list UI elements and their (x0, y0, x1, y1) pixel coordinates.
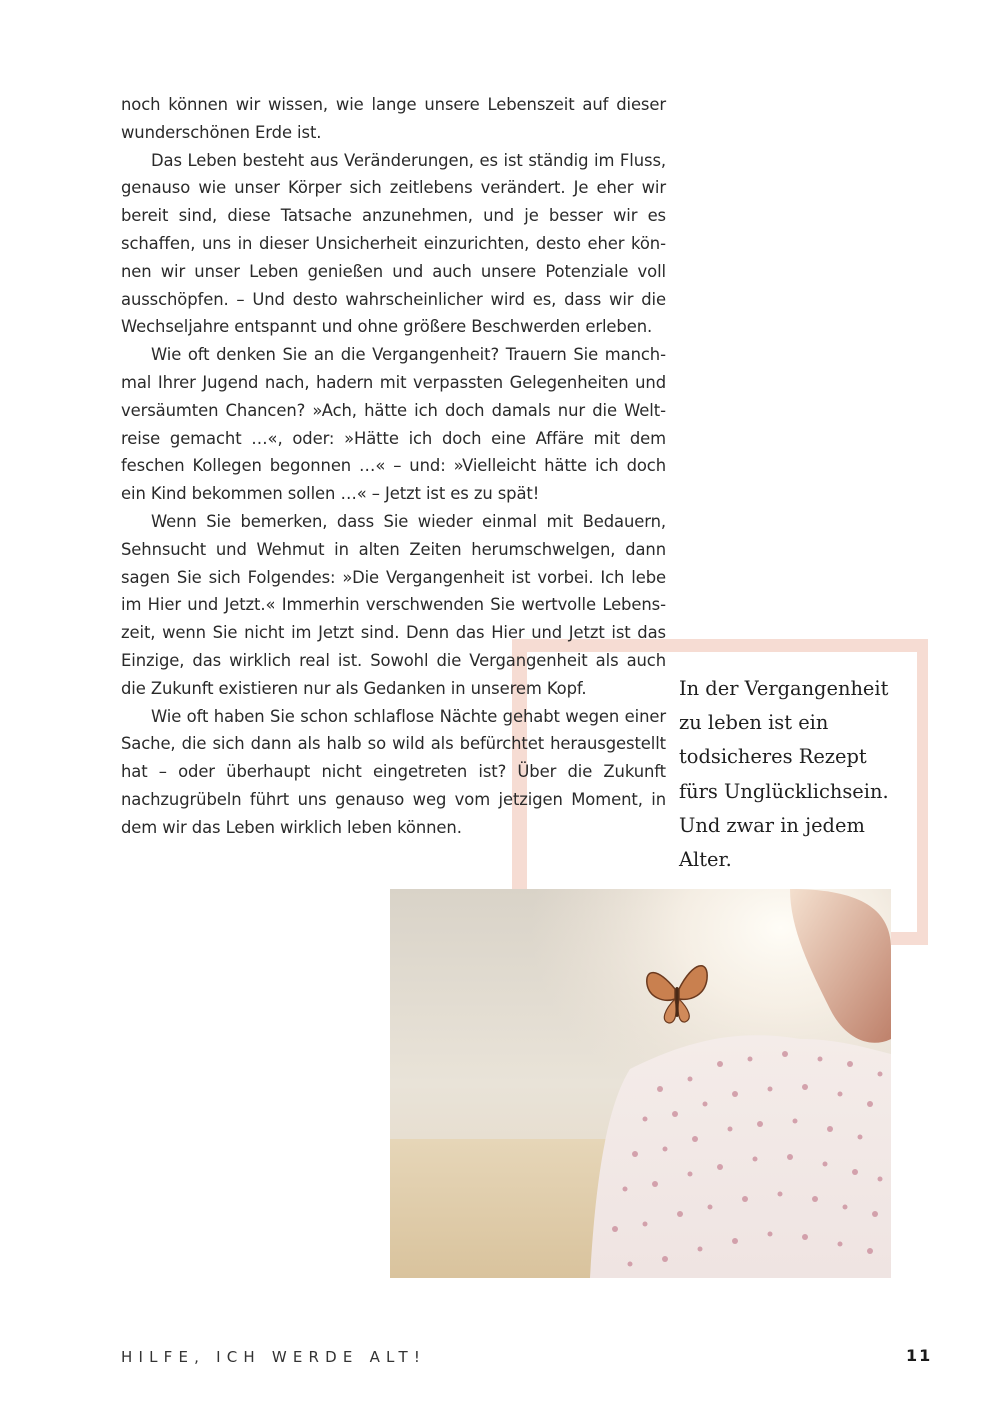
running-footer-title: HILFE, ICH WERDE ALT! (121, 1348, 427, 1366)
paragraph: Wenn Sie bemerken, dass Sie wieder einmal mit Bedauern, Sehnsucht und Wehmut in alten Zeiten herumschwelgen, dann sagen Sie sich Folgendes: »Die Vergangenheit ist vorbei. Ich lebe im Hier und Jetzt.« Immerhin verschwenden Sie wertvolle Lebenszeit, wenn Sie nicht im Jetzt sind. Denn das Hier und Jetzt ist das Einzige, das wirklich real ist. Sowohl die Vergangenheit als auch die Zukunft existieren nur als Gedanken in unserem Kopf. (121, 511, 666, 698)
photo-woman-with-butterfly (390, 889, 891, 1278)
paragraph: Das Leben besteht aus Veränderungen, es ist ständig im Fluss, genauso wie unser Körper sich zeitlebens verändert. Je eher wir bereit sind, diese Tatsache anzunehmen, und je besser wir es schaffen, uns in dieser Unsicherheit einzurichten, desto eher können wir unser Leben genießen und auch unsere Potenziale voll ausschöpfen. – Und desto wahrscheinlicher wird es, dass wir die Wechseljahre entspannt und ohne größere Beschwerden erleben. (121, 150, 666, 337)
pull-quote: In der Vergangenheit zu leben ist ein todsicheres Rezept fürs Unglücklichsein. Und zwar in jedem Alter. (679, 677, 889, 872)
paragraph: Wie oft haben Sie schon schlaflose Nächte gehabt wegen einer Sache, die sich dann als halb so wild als befürchtet herausgestellt hat – oder überhaupt nicht eingetreten ist? Über die Zukunft nachzugrübeln führt uns genauso weg vom jetzigen Moment, in dem wir das Leben wirklich leben können. (121, 706, 666, 837)
paragraph: noch können wir wissen, wie lange unsere Lebenszeit auf dieser wunderschönen Erde ist. (121, 95, 666, 142)
page-number: 11 (906, 1346, 933, 1365)
paragraph: Wie oft denken Sie an die Vergangenheit? Trauern Sie manchmal Ihrer Jugend nach, hadern mit verpassten Gelegenheiten und versäumten Chancen? »Ach, hätte ich doch damals nur die Weltreise gemacht …«, oder: »Hätte ich doch eine Affäre mit dem feschen Kollegen begonnen …« – und: »Vielleicht hätte ich doch ein Kind bekommen sollen …« – Jetzt ist es zu spät! (121, 345, 666, 504)
body-text (121, 91, 666, 842)
